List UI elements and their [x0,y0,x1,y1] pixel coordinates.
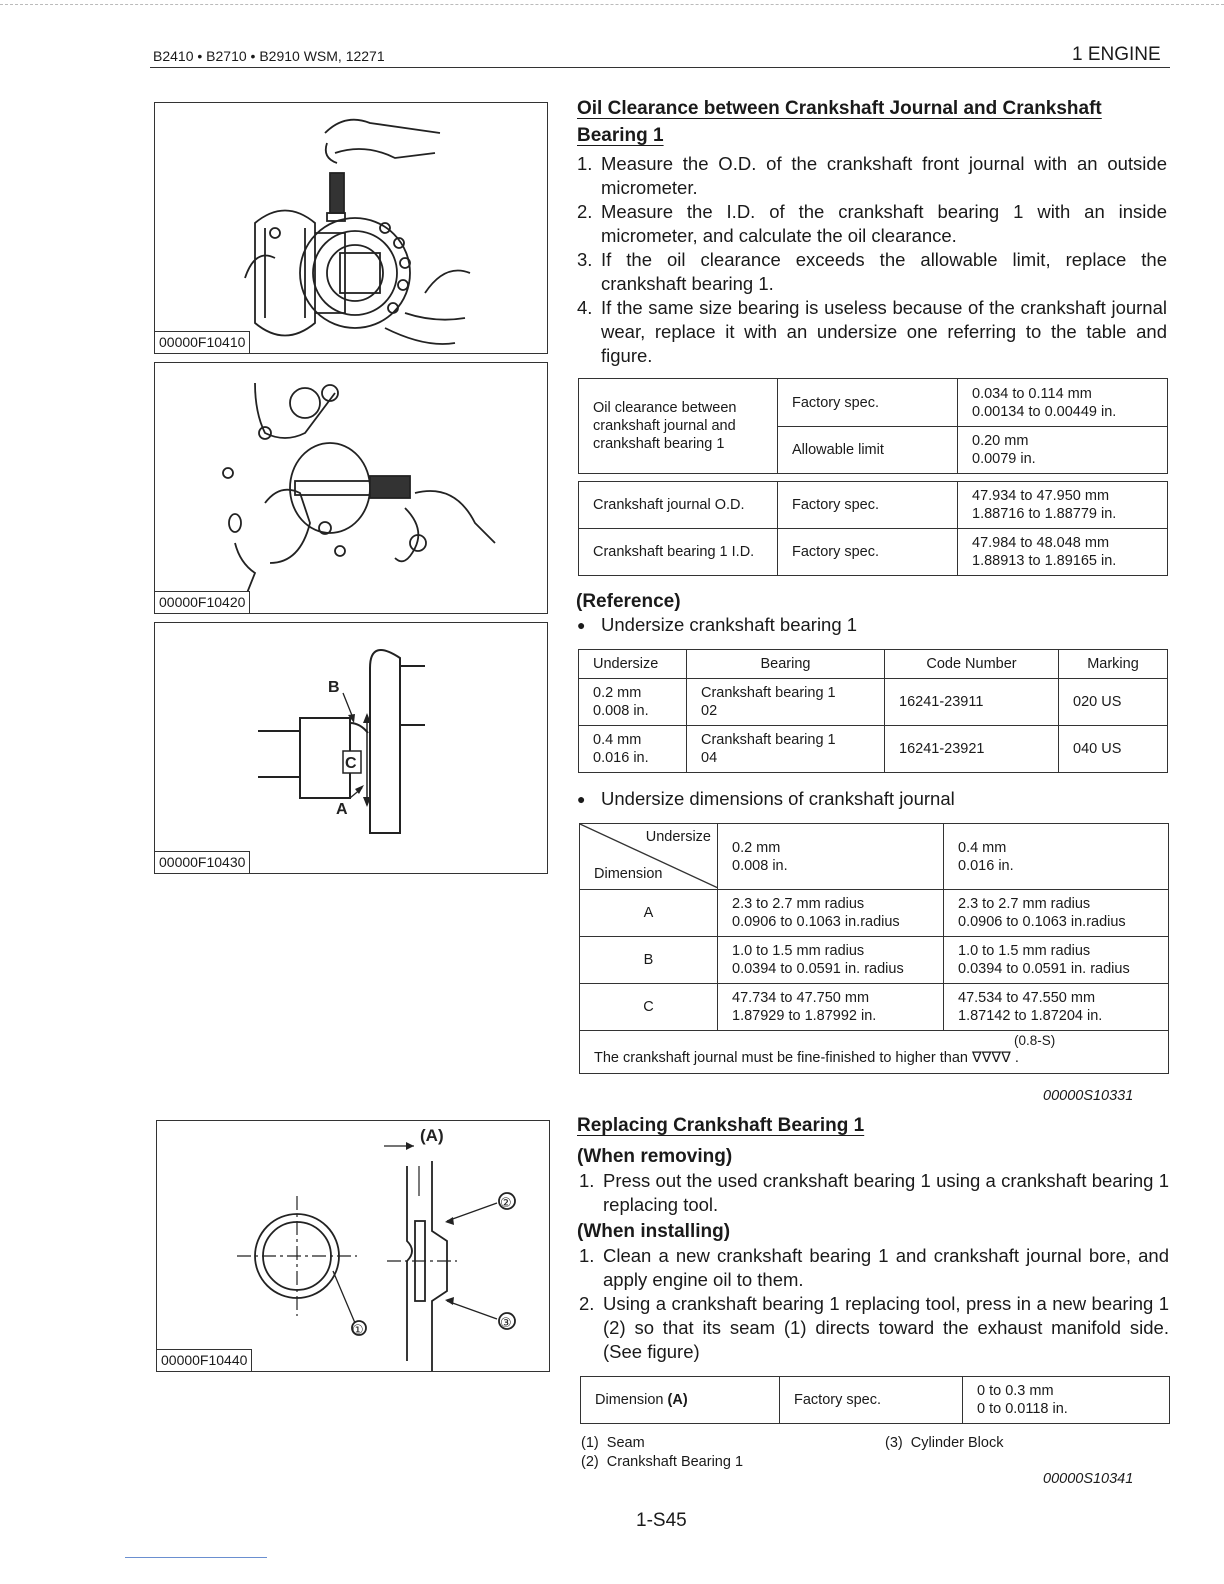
legend-item [885,1435,1003,1451]
table-cell [579,679,687,726]
table-cell [718,984,944,1031]
table-header: Undersize [579,650,687,679]
cell-line: 1.0 to 1.5 mm radius [958,943,1091,959]
table-row [580,890,1169,937]
step-number: 2. [577,201,593,222]
table-cell: B [580,937,718,984]
cell-line: 0.2 mm [732,839,781,856]
cell-line: Crankshaft bearing 1 [701,685,836,701]
spec-item: Crankshaft bearing 1 I.D. [579,529,778,576]
spec-item-text: Dimension [595,1392,668,1408]
finish-note-superscript: (0.8-S) [1014,1033,1056,1048]
micrometer-illustration [155,103,545,353]
callout-2: ② [500,1196,512,1211]
spec-item [579,379,778,474]
callout-3: ③ [500,1316,512,1331]
step-number: 2. [579,1293,595,1314]
letter-a: A [336,801,348,818]
cell-line: 0.4 mm [958,839,1007,856]
spec-item-line: crankshaft journal and [593,418,736,434]
step-item [579,1244,1169,1292]
legend-text: Cylinder Block [910,1435,1004,1451]
top-edge-dashes [0,4,1224,5]
corner-top-label: Undersize [645,829,711,845]
table-cell [687,679,885,726]
legend-number: (1) [581,1435,599,1451]
cell-line: 47.534 to 47.550 mm [958,990,1096,1006]
spec-item-line: crankshaft bearing 1 [593,436,725,452]
step-text: Measure the O.D. of the crankshaft front journal with an outside micrometer. [601,153,1167,198]
spec-item: Crankshaft journal O.D. [579,482,778,529]
bullet-undersize-dimensions: ● Undersize dimensions of crankshaft journal [577,787,955,811]
step-text: If the oil clearance exceeds the allowable limit, replace the crankshaft bearing 1. [601,249,1167,294]
step-number: 1. [579,1170,595,1191]
cell-line: 0.0394 to 0.0591 in. radius [958,961,1130,977]
table-cell: C [580,984,718,1031]
cell-line: 0.2 mm [593,685,642,701]
table-cell [944,937,1169,984]
step-item [579,1292,1169,1364]
table-cell [944,890,1169,937]
figure-label: 00000F10440 [157,1349,252,1371]
oil-clearance-steps [577,152,1167,368]
corner-cell [580,824,718,890]
table-cell [579,726,687,773]
figure-bearing-installation [156,1120,550,1372]
bullet-undersize-bearing: ● Undersize crankshaft bearing 1 [577,613,857,637]
table-cell: A [580,890,718,937]
table-header [944,824,1169,890]
installing-steps [579,1244,1169,1364]
removing-heading: (When removing) [577,1146,733,1167]
cell-line: 0.0906 to 0.1063 in.radius [958,914,1126,930]
figure-outside-micrometer [154,102,548,354]
dimension-a-spec-table [580,1376,1170,1424]
cell-line: 2.3 to 2.7 mm radius [958,896,1091,912]
cell-line: 0.016 in. [593,750,649,766]
spec-value [958,529,1168,576]
spec-value-in: 1.88913 to 1.89165 in. [972,553,1117,569]
journal-bearing-spec-table [578,481,1168,576]
legend-item [581,1454,743,1470]
cell-line: 1.87142 to 1.87204 in. [958,1008,1103,1024]
figure-inside-micrometer [154,362,548,614]
cell-line: Crankshaft bearing 1 [701,732,836,748]
cell-line: 0.008 in. [732,857,788,874]
step-text: If the same size bearing is useless because of the crankshaft journal wear, replace it with an undersize one referring to the table and figure. [601,297,1167,366]
table-row [580,984,1169,1031]
spec-value-in: 0.00134 to 0.00449 in. [972,403,1117,420]
installing-heading: (When installing) [577,1221,731,1242]
figure-label: 00000F10420 [155,591,250,613]
step-number: 1. [577,153,593,174]
spec-item [581,1377,780,1424]
legend-text: Crankshaft Bearing 1 [606,1454,744,1470]
spec-value-mm: 47.984 to 48.048 mm [972,535,1110,551]
callout-1: ① [352,1323,364,1338]
corner-bottom-label: Dimension [594,866,663,882]
spec-value-mm: 0 to 0.3 mm [977,1383,1054,1399]
step-item [577,248,1167,296]
table-row [579,726,1168,773]
bottom-edge-line [125,1557,267,1558]
legend-number: (2) [581,1454,599,1470]
cell-line: 0.4 mm [593,732,642,748]
table-cell [718,890,944,937]
legend-number: (3) [885,1435,903,1451]
step-number: 1. [579,1245,595,1266]
spec-label: Factory spec. [778,482,958,529]
legend-item [581,1435,645,1451]
legend-text: Seam [606,1435,645,1451]
table-cell: 16241-23921 [885,726,1059,773]
spec-item-line: Oil clearance between [593,400,737,416]
step-item [577,152,1167,200]
spec-label: Factory spec. [778,379,958,427]
spec-value [958,379,1168,427]
spec-value-mm: 0.20 mm [972,433,1029,449]
table-cell [718,937,944,984]
header-rule [150,67,1170,68]
undersize-dimension-table [579,823,1169,1074]
spec-value [958,427,1168,474]
spec-value-in: 0 to 0.0118 in. [977,1401,1068,1417]
cell-line: 2.3 to 2.7 mm radius [732,896,865,912]
letter-b: B [328,679,340,696]
figure-label: 00000F10410 [155,331,250,353]
table-cell [687,726,885,773]
table-header: Code Number [885,650,1059,679]
step-text: Using a crankshaft bearing 1 replacing tool, press in a new bearing 1 (2) so that its seam (1) directs toward the exhaust manifold side. (See figure) [603,1293,1169,1362]
table-row [580,937,1169,984]
title-line-1: Oil Clearance between Crankshaft Journal and Crankshaft [577,98,1102,119]
label-a: (A) [420,1126,444,1145]
spec-label: Factory spec. [778,529,958,576]
letter-c: C [345,755,357,772]
spec-value [963,1377,1170,1424]
spec-value-in: 0.0079 in. [972,451,1036,467]
cell-line: 0.0394 to 0.0591 in. radius [732,961,904,977]
bearing-installation-illustration [157,1121,547,1371]
header-model-text: B2410 • B2710 • B2910 WSM, 12271 [153,48,385,64]
table-header: Bearing [687,650,885,679]
page-number: 1-S45 [636,1510,687,1531]
figure-journal-dimensions [154,622,548,874]
removing-steps [579,1169,1169,1217]
spec-value-mm: 0.034 to 0.114 mm [972,385,1092,402]
cell-line: 0.0906 to 0.1063 in.radius [732,914,900,930]
table-cell: 040 US [1059,726,1168,773]
step-number: 4. [577,297,593,318]
cell-line: 02 [701,703,718,719]
journal-dimensions-illustration [155,623,545,873]
finish-note: The crankshaft journal must be fine-finished to higher than ∇∇∇∇ . [594,1050,1019,1066]
title-line-2: Bearing 1 [577,125,664,146]
cell-line: 1.87929 to 1.87992 in. [732,1008,877,1024]
table-header [718,824,944,890]
cell-line: 47.734 to 47.750 mm [732,990,870,1006]
finish-note-cell [580,1031,1169,1074]
undersize-bearing-table [578,649,1168,773]
step-text: Measure the I.D. of the crankshaft bearing 1 with an inside micrometer, and calculate the oil clearance. [601,201,1167,246]
table-cell: 020 US [1059,679,1168,726]
spec-label: Factory spec. [780,1377,963,1424]
section-code: 00000S10341 [1043,1471,1134,1487]
figure-label: 00000F10430 [155,851,250,873]
step-item [577,200,1167,248]
section-title-oil-clearance [577,95,1137,149]
step-text: Press out the used crankshaft bearing 1 using a crankshaft bearing 1 replacing tool. [603,1170,1169,1215]
spec-value-mm: 47.934 to 47.950 mm [972,488,1110,504]
step-item [577,296,1167,368]
header-section-title: 1 ENGINE [1072,44,1161,65]
cell-line: 0.016 in. [958,857,1014,874]
cell-line: 0.008 in. [593,703,649,719]
spec-item-bold: (A) [667,1392,688,1408]
reference-heading: (Reference) [576,591,681,612]
section-code: 00000S10331 [1043,1088,1134,1104]
spec-value [958,482,1168,529]
table-cell: 16241-23911 [885,679,1059,726]
step-text: Clean a new crankshaft bearing 1 and crankshaft journal bore, and apply engine oil to them. [603,1245,1169,1290]
table-row [579,679,1168,726]
spec-value-in: 1.88716 to 1.88779 in. [972,506,1117,522]
section-title-replacing: Replacing Crankshaft Bearing 1 [577,1115,865,1136]
cell-line: 04 [701,750,718,766]
inside-micrometer-illustration [155,363,545,613]
oil-clearance-spec-table [578,378,1168,474]
step-item [579,1169,1169,1217]
cell-line: 1.0 to 1.5 mm radius [732,943,865,959]
step-number: 3. [577,249,593,270]
table-header: Marking [1059,650,1168,679]
spec-label: Allowable limit [778,427,958,474]
table-cell [944,984,1169,1031]
